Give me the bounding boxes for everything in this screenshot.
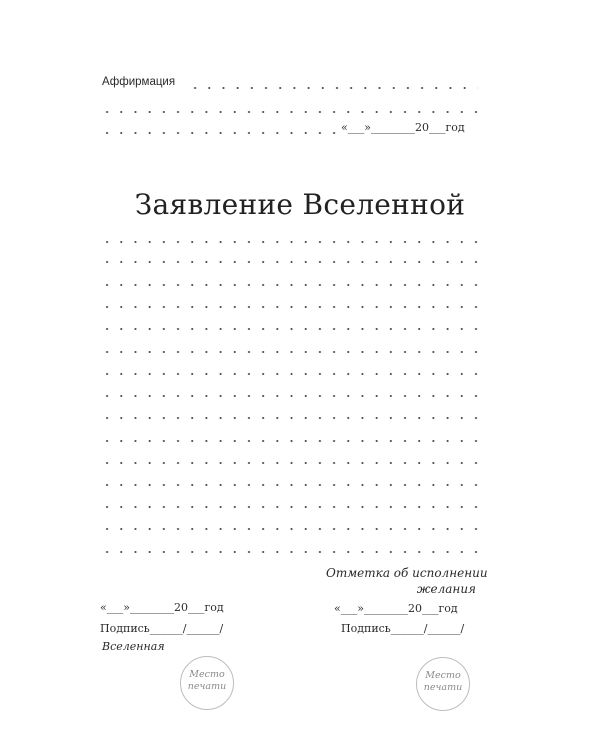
- statement-line[interactable]: [100, 462, 480, 464]
- statement-line[interactable]: [100, 284, 480, 286]
- statement-line[interactable]: [100, 328, 480, 330]
- statement-line[interactable]: [100, 306, 480, 308]
- statement-line[interactable]: [100, 551, 480, 553]
- fulfillment-label-1: Отметка об исполнении: [326, 566, 488, 580]
- fulfillment-label-2: желания: [416, 582, 476, 596]
- statement-line[interactable]: [100, 351, 480, 353]
- affirmation-line-1[interactable]: [188, 87, 478, 89]
- affirmation-line-2[interactable]: [100, 111, 480, 113]
- affirmation-label: Аффирмация: [102, 76, 176, 88]
- right-date-line[interactable]: «___»________20___год: [334, 602, 458, 615]
- statement-line[interactable]: [100, 395, 480, 397]
- statement-line[interactable]: [100, 241, 480, 243]
- left-signature-line[interactable]: Подпись______/______/: [100, 622, 224, 635]
- universe-label: Вселенная: [102, 640, 165, 653]
- statement-line[interactable]: [100, 528, 480, 530]
- left-date-line[interactable]: «___»________20___год: [100, 601, 224, 614]
- statement-line[interactable]: [100, 373, 480, 375]
- right-stamp: Место печати: [416, 657, 470, 711]
- header-date-line[interactable]: «___»________20___год: [341, 121, 465, 134]
- statement-line[interactable]: [100, 484, 480, 486]
- right-signature-line[interactable]: Подпись______/______/: [341, 622, 465, 635]
- affirmation-line-3[interactable]: [100, 132, 340, 134]
- statement-line[interactable]: [100, 506, 480, 508]
- statement-line[interactable]: [100, 417, 480, 419]
- statement-line[interactable]: [100, 440, 480, 442]
- statement-line[interactable]: [100, 261, 480, 263]
- left-stamp: Место печати: [180, 656, 234, 710]
- page-title: Заявление Вселенной: [134, 188, 466, 221]
